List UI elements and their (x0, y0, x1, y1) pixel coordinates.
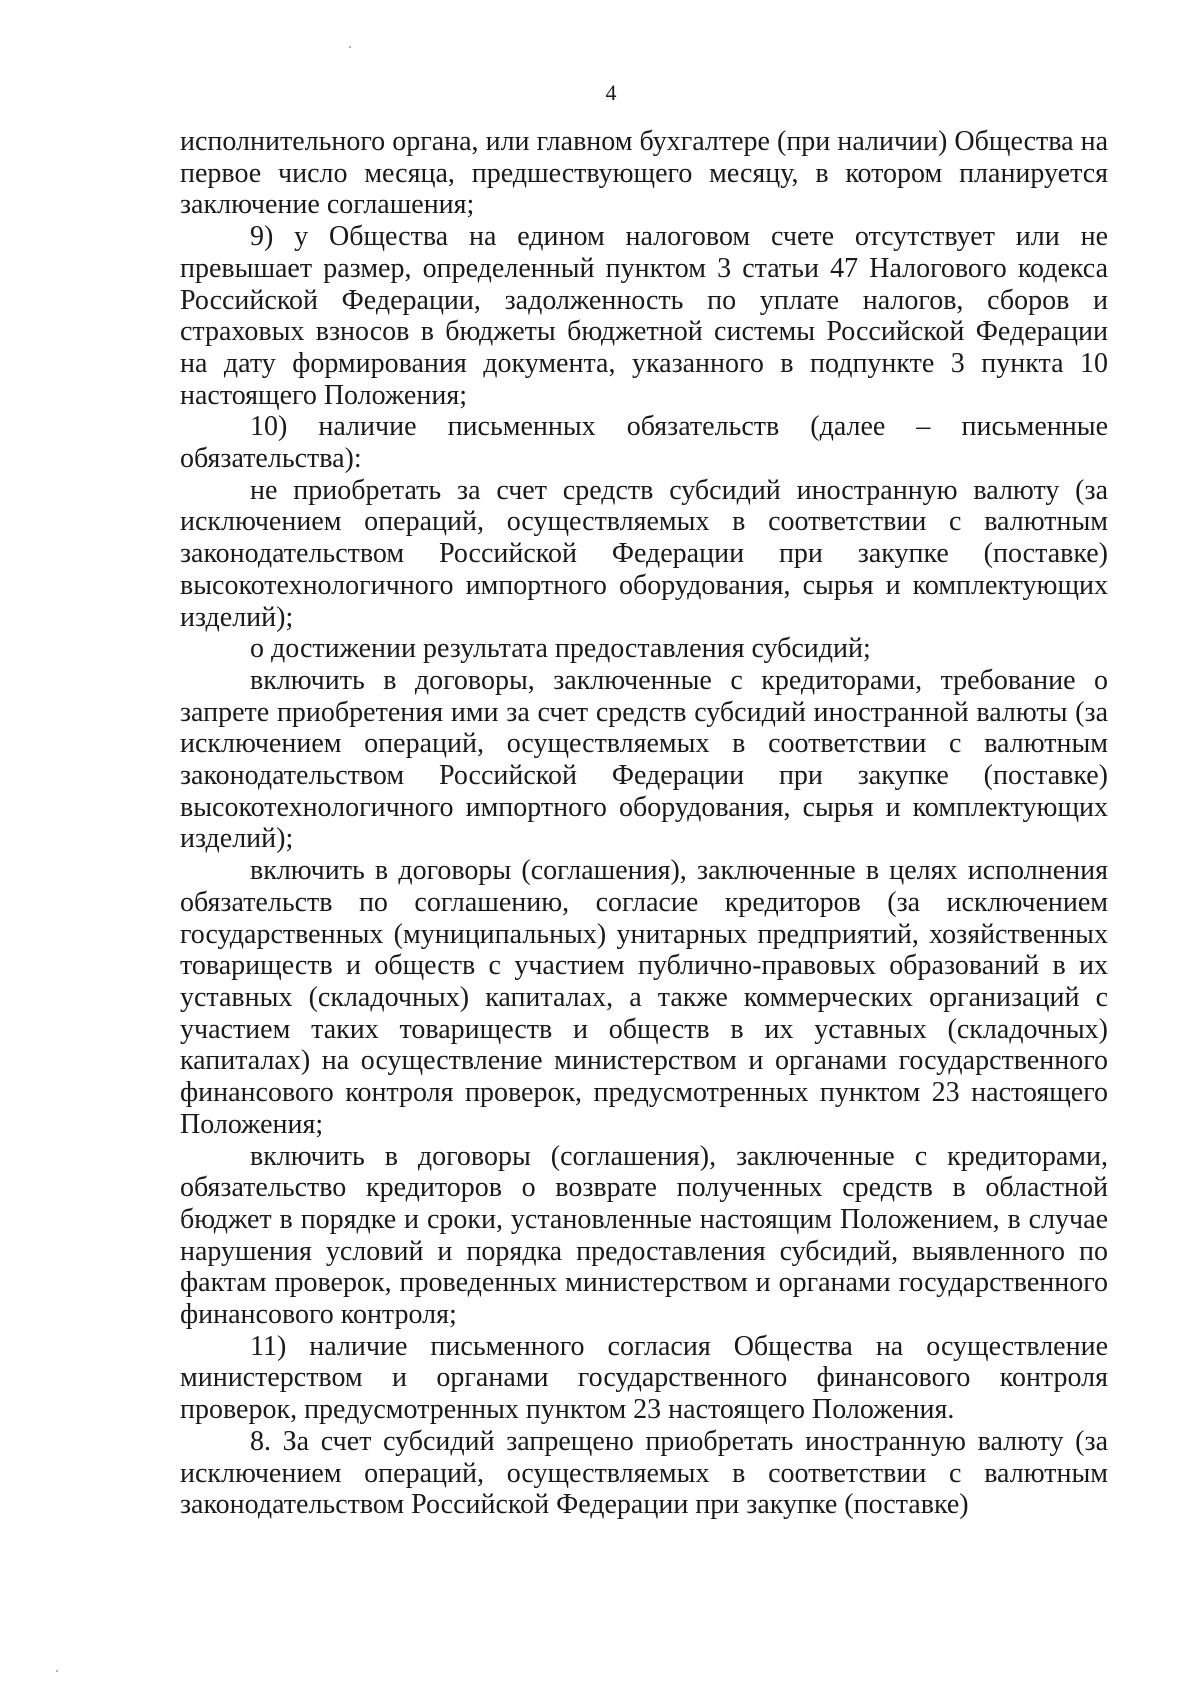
paragraph-obligation-result: о достижении результата предоставления субсидий; (250, 633, 871, 665)
paragraph-continuation: исполнительного органа, или главном бухгалтере (при наличии) Общества на первое число месяца, предшествующего месяцу, в котором планируется заключение соглашения; (180, 126, 1108, 221)
paragraph-item-11: 11) наличие письменного согласия Общества на осуществление министерством и органами государственного финансового контроля проверок, предусмотренных пунктом 23 настоящего Положения. (180, 1330, 1108, 1426)
scan-speck (56, 1670, 58, 1672)
paragraph-obligation-creditors-consent: включить в договоры (соглашения), заключенные в целях исполнения обязательств по соглашению, согласие кредиторов (за исключением государственных (муниципальных) унитарных предприятий, хозяйственных товариществ и обществ с участием публично-правовых образований в их уставных (складочных) капиталах, а также коммерческих организаций с участием таких товариществ и обществ в их уставных (складочных) капиталах) на осуществление министерством и органами государственного финансового контроля проверок, предусмотренных пунктом 23 настоящего Положения; (180, 855, 1108, 1140)
paragraph-item-10: 10) наличие письменных обязательств (далее – письменные обязательства): (180, 411, 1108, 475)
page-number: 4 (605, 80, 617, 105)
document-body (180, 126, 1108, 1521)
paragraph-clause-8: 8. За счет субсидий запрещено приобретать иностранную валюту (за исключением операций, осуществляемых в соответствии с валютным законодательством Российской Федерации при закупке (поставке) (180, 1425, 1108, 1521)
paragraph-obligation-creditors-currency: включить в договоры, заключенные с кредиторами, требование о запрете приобретения ими за счет средств субсидий иностранной валюты (за исключением операций, осуществляемых в соответствии с валютным законодательством Российской Федерации при закупке (поставке) высокотехнологичного импортного оборудования, сырья и комплектующих изделий); (180, 664, 1108, 855)
scan-speck (349, 46, 351, 48)
paragraph-obligation-currency: не приобретать за счет средств субсидий иностранную валюту (за исключением операций, осуществляемых в соответствии с валютным законодательством Российской Федерации при закупке (поставке) высокотехнологичного импортного оборудования, сырья и комплектующих изделий); (180, 474, 1108, 633)
paragraph-obligation-creditors-refund: включить в договоры (соглашения), заключенные с кредиторами, обязательство кредиторов о возврате полученных средств в областной бюджет в порядке и сроки, установленные настоящим Положением, в случае нарушения условий и порядка предоставления субсидий, выявленного по фактам проверок, проведенных министерством и органами государственного финансового контроля; (180, 1140, 1108, 1331)
paragraph-item-9: 9) у Общества на едином налоговом счете отсутствует или не превышает размер, определенный пунктом 3 статьи 47 Налогового кодекса Российской Федерации, задолженность по уплате налогов, сборов и страховых взносов в бюджеты бюджетной системы Российской Федерации на дату формирования документа, указанного в подпункте 3 пункта 10 настоящего Положения; (180, 221, 1108, 411)
